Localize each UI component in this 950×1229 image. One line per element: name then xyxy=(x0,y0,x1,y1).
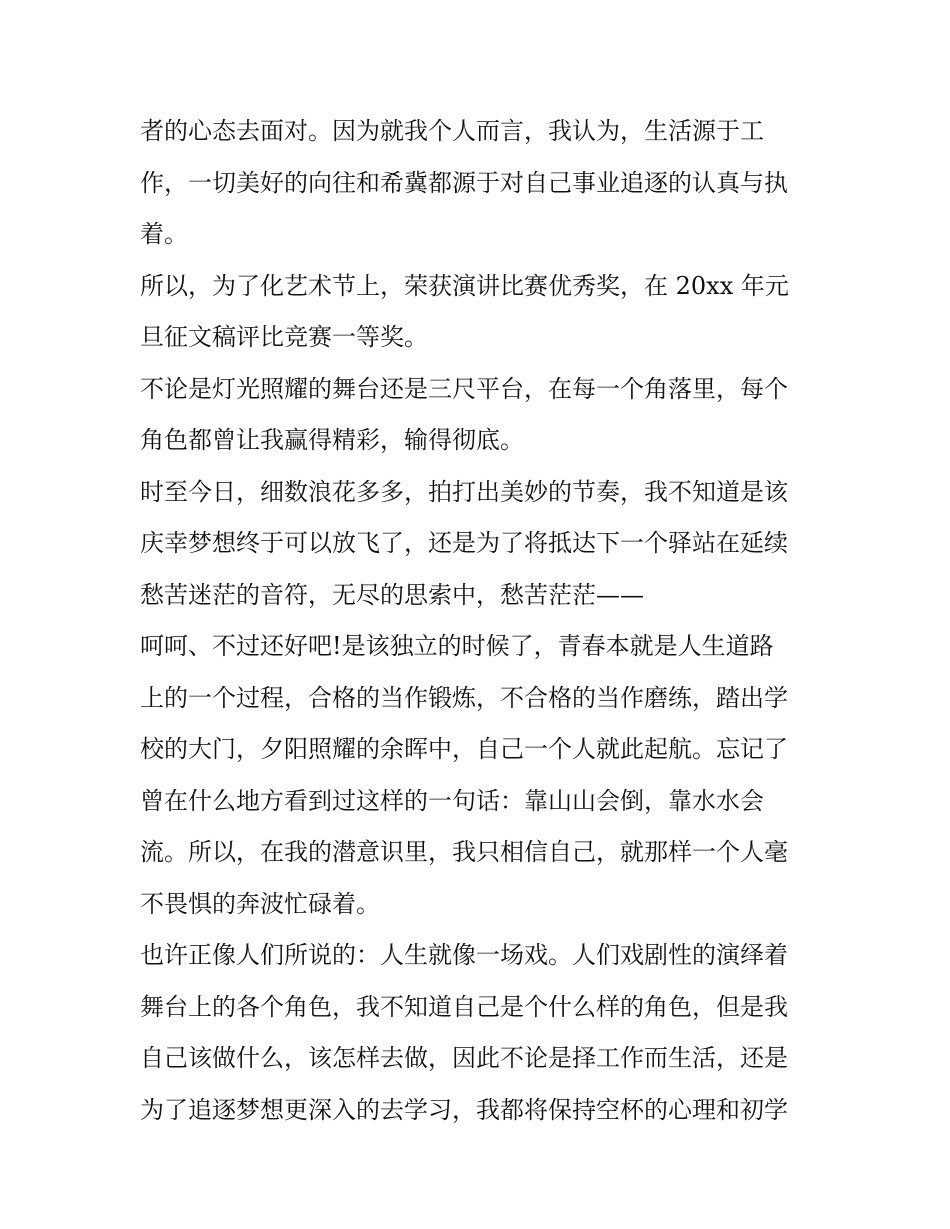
text-line: 自己该做什么，该怎样去做，因此不论是择工作而生活，还是 xyxy=(140,1044,788,1072)
text-line: 角色都曾让我赢得精彩，输得彻底。 xyxy=(140,426,524,454)
text-line: 不论是灯光照耀的舞台还是三尺平台，在每一个角落里，每个 xyxy=(140,374,788,403)
text-line: 者的心态去面对。因为就我个人而言，我认为，生活源于工 xyxy=(140,117,764,145)
text-line: 不畏惧的奔波忙碌着。 xyxy=(140,889,380,918)
text-line: 为了追逐梦想更深入的去学习，我都将保持空杯的心理和初学 xyxy=(140,1095,788,1124)
text-line: 作，一切美好的向往和希冀都源于对自己事业追逐的认真与执 xyxy=(140,168,788,197)
text-line: 庆幸梦想终于可以放飞了，还是为了将抵达下一个驿站在延续 xyxy=(140,529,788,557)
text-line: 旦征文稿评比竞赛一等奖。 xyxy=(140,323,428,351)
document-body xyxy=(140,106,820,1136)
text-line: 上的一个过程，合格的当作锻炼，不合格的当作磨练，踏出学 xyxy=(140,683,788,712)
text-line: 也许正像人们所说的：人生就像一场戏。人们戏剧性的演绎着 xyxy=(140,941,788,969)
text-line: 着。 xyxy=(140,220,188,248)
text-line: 时至今日，细数浪花多多，拍打出美妙的节奏，我不知道是该 xyxy=(140,477,788,506)
text-line: 流。所以，在我的潜意识里，我只相信自己，就那样一个人毫 xyxy=(140,838,788,866)
text-line: 舞台上的各个角色，我不知道自己是个什么样的角色，但是我 xyxy=(140,992,788,1021)
text-line: 呵呵、不过还好吧!是该独立的时候了，青春本就是人生道路 xyxy=(140,632,774,660)
text-line: 曾在什么地方看到过这样的一句话：靠山山会倒，靠水水会 xyxy=(140,786,764,815)
text-line: 所以，为了化艺术节上，荣获演讲比赛优秀奖，在 20xx 年元 xyxy=(140,271,789,300)
text-line: 校的大门，夕阳照耀的余晖中，自己一个人就此起航。忘记了 xyxy=(140,735,788,763)
text-line: 愁苦迷茫的音符，无尽的思索中，愁苦茫茫—— xyxy=(140,580,644,609)
